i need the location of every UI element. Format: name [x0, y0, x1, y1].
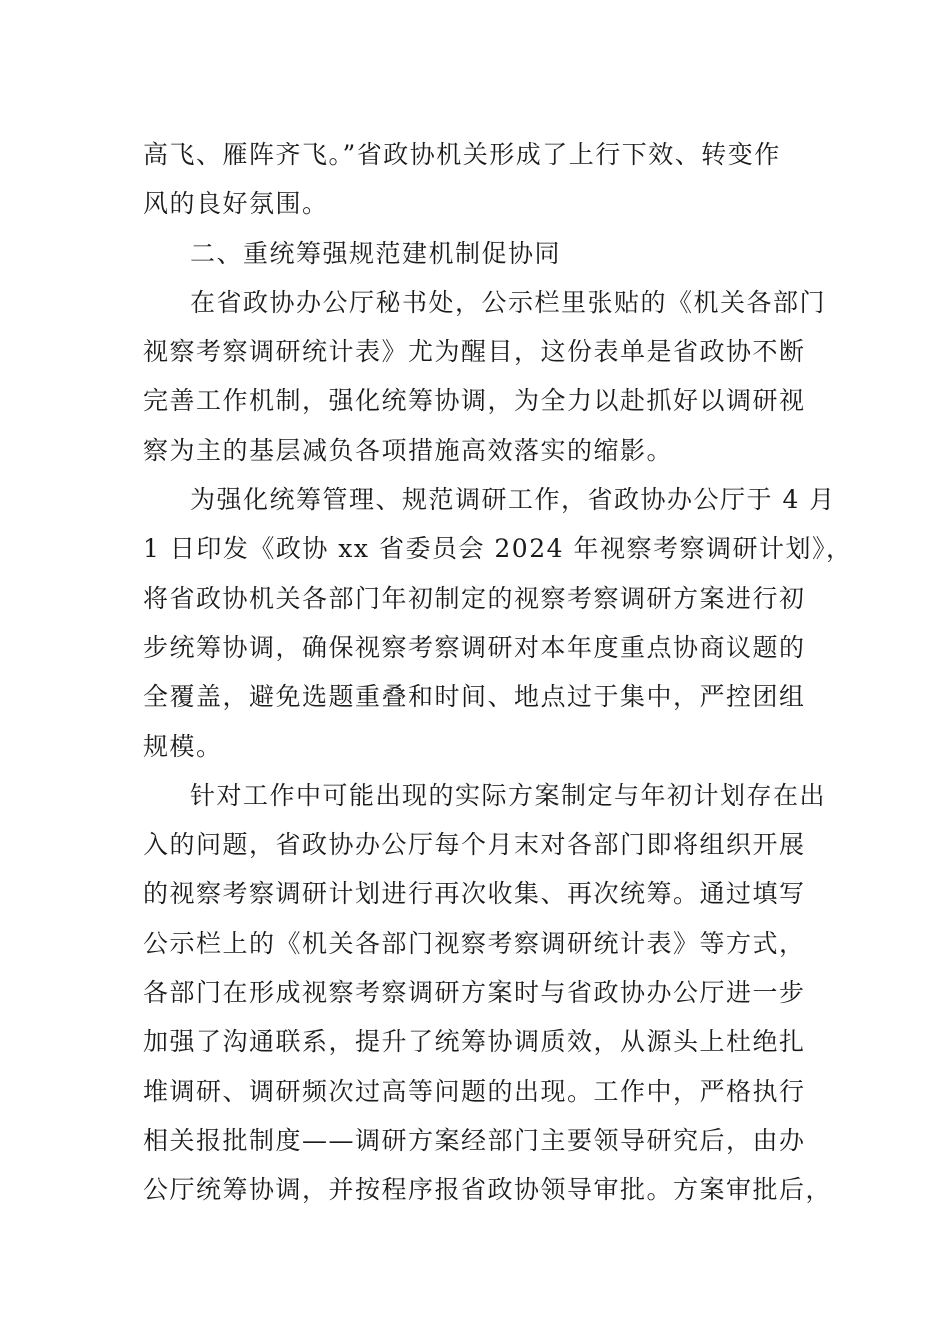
- text-line: 将省政协机关各部门年初制定的视察考察调研方案进行初: [143, 583, 806, 613]
- text-line: 加强了沟通联系，提升了统筹协调质效，从源头上杜绝扎: [143, 1027, 806, 1057]
- text-line: 高飞、雁阵齐飞。”省政协机关形成了上行下效、转变作: [143, 140, 781, 169]
- text-line: 全覆盖，避免选题重叠和时间、地点过于集中，严控团组: [143, 682, 806, 712]
- text-line: 的视察考察调研计划进行再次收集、再次统筹。通过填写: [143, 879, 806, 909]
- text-line: 步统筹协调，确保视察考察调研对本年度重点协商议题的: [143, 632, 806, 662]
- text-line: 堆调研、调研频次过高等问题的出现。工作中，严格执行: [143, 1076, 806, 1106]
- text-line: 为强化统筹管理、规范调研工作，省政协办公厅于 4 月: [190, 485, 836, 515]
- text-line: 公示栏上的《机关各部门视察考察调研统计表》等方式，: [143, 928, 806, 958]
- text-line: 公厅统筹协调，并按程序报省政协领导审批。方案审批后，: [143, 1175, 833, 1205]
- text-line: 针对工作中可能出现的实际方案制定与年初计划存在出: [190, 780, 827, 810]
- section-heading: 二、重统筹强规范建机制促协同: [190, 238, 562, 268]
- text-line: 风的良好氛围。: [143, 189, 329, 219]
- text-line: 各部门在形成视察考察调研方案时与省政协办公厅进一步: [143, 978, 806, 1008]
- text-line: 规模。: [143, 731, 223, 761]
- text-line: 在省政协办公厅秘书处，公示栏里张贴的《机关各部门: [190, 287, 827, 317]
- text-line: 完善工作机制，强化统筹协调，为全力以赴抓好以调研视: [143, 386, 806, 416]
- text-line: 察为主的基层减负各项措施高效落实的缩影。: [143, 435, 674, 465]
- text-line: 1 日印发《政协 xx 省委员会 2024 年视察考察调研计划》，: [143, 534, 853, 564]
- text-line: 视察考察调研统计表》尤为醒目，这份表单是省政协不断: [143, 337, 806, 367]
- text-line: 入的问题，省政协办公厅每个月末对各部门即将组织开展: [143, 830, 806, 860]
- document-body: [143, 130, 853, 1215]
- text-line: 相关报批制度——调研方案经部门主要领导研究后，由办: [143, 1125, 806, 1155]
